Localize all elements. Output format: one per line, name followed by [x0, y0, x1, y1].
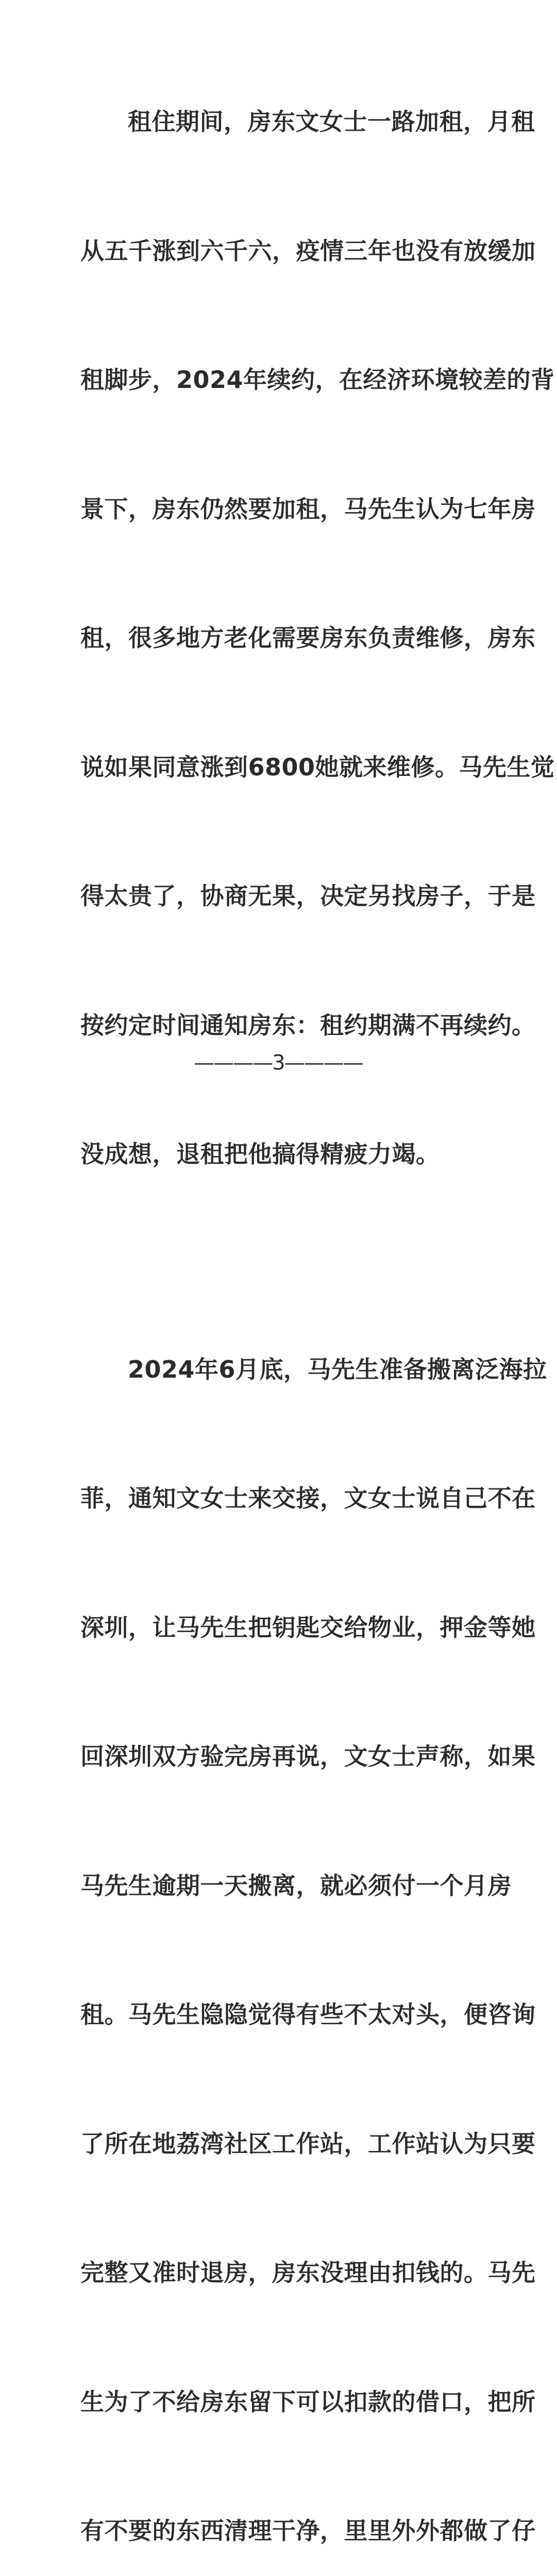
text-line: 从五千涨到六千六，疫情三年也没有放缓加	[33, 230, 524, 273]
text-line: 马先生逾期一天搬离，就必须付一个月房	[33, 1865, 524, 1908]
text-line: 深圳，让马先生把钥匙交给物业，押金等她	[33, 1606, 524, 1650]
text-line: 租脚步，2024年续约，在经济环境较差的背	[33, 359, 524, 402]
text-line: 说如果同意涨到6800她就来维修。马先生觉	[33, 746, 524, 789]
text-line: 按约定时间通知房东：租约期满不再续约。	[33, 1004, 524, 1047]
text-line: 2024年6月底，马先生准备搬离泛海拉	[33, 1348, 524, 1392]
text-line: 租住期间，房东文女士一路加租，月租	[33, 100, 524, 144]
text-line: 没成想，退租把他搞得精疲力竭。	[33, 1133, 524, 1176]
text-line: 生为了不给房东留下可以扣款的借口，把所	[33, 2381, 524, 2424]
text-line: 租。马先生隐隐觉得有些不太对头，便咨询	[33, 1993, 524, 2037]
page-number: ————3————	[0, 1051, 556, 1075]
text-line: 景下，房东仍然要加租，马先生认为七年房	[33, 488, 524, 531]
paragraph-1	[33, 14, 524, 1262]
text-line: 回深圳双方验完房再说，文女士声称，如果	[33, 1735, 524, 1778]
text-line: 了所在地荔湾社区工作站，工作站认为只要	[33, 2123, 524, 2166]
text-line: 得太贵了，协商无果，决定另找房子，于是	[33, 875, 524, 918]
paragraph-2	[33, 1262, 524, 2576]
article-body	[33, 14, 524, 2576]
text-line: 租，很多地方老化需要房东负责维修，房东	[33, 617, 524, 660]
text-line: 菲，通知文女士来交接，文女士说自己不在	[33, 1477, 524, 1520]
text-line: 有不要的东西清理干净，里里外外都做了仔	[33, 2510, 524, 2553]
text-line: 完整又准时退房，房东没理由扣钱的。马先	[33, 2251, 524, 2295]
